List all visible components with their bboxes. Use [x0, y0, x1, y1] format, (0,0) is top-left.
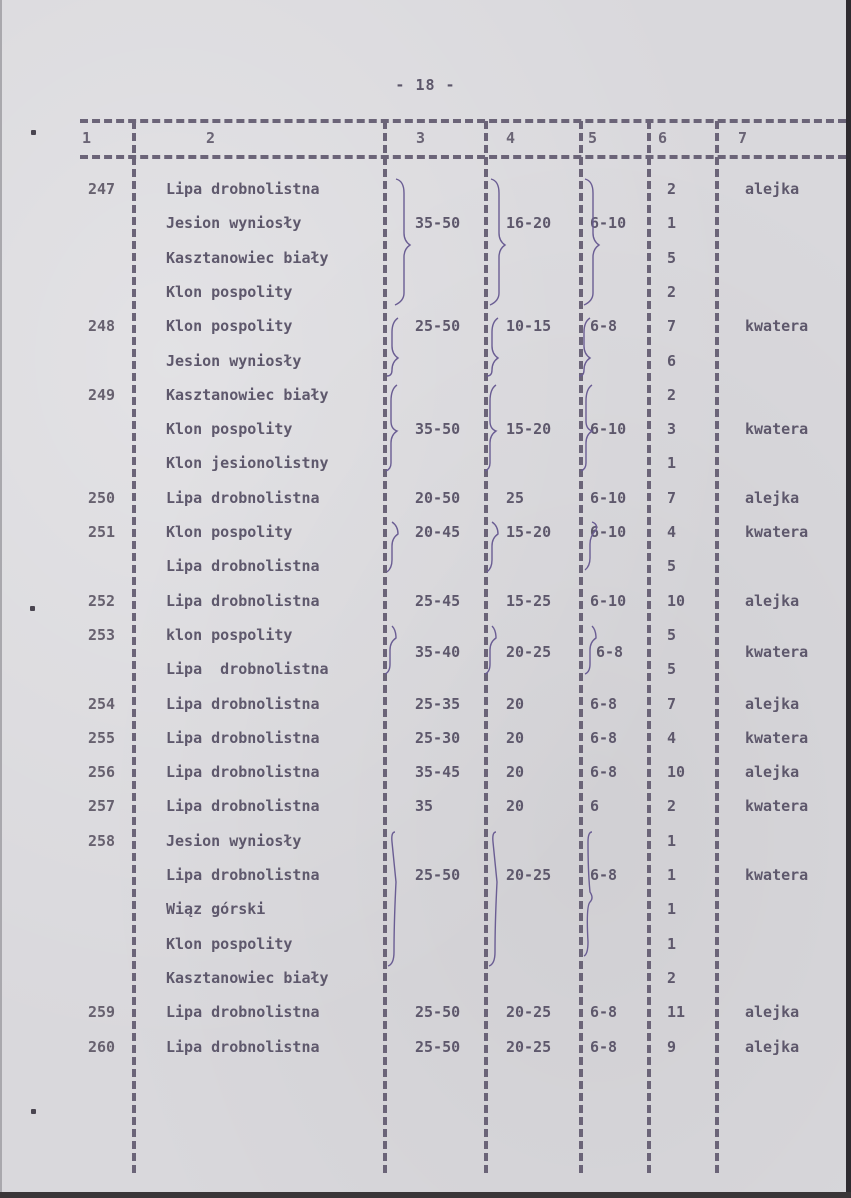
row-number: 257 [88, 797, 116, 815]
crown-value: 6-8 [596, 643, 624, 661]
diameter-value: 25-35 [415, 695, 461, 713]
crown-value: 6 [590, 797, 600, 815]
diameter-value: 20-45 [415, 523, 461, 541]
page-number: - 18 - [395, 76, 456, 94]
location-type: kwatera [745, 317, 809, 335]
tree-count: 11 [667, 1003, 686, 1021]
column-header-4: 4 [506, 129, 516, 147]
diameter-value: 35-50 [415, 214, 461, 232]
location-type: alejka [745, 695, 800, 713]
tree-count: 7 [667, 489, 677, 507]
crown-value: 6-8 [590, 1038, 618, 1056]
height-value: 20-25 [506, 866, 552, 884]
species-name: Lipa drobnolistna [166, 660, 329, 678]
species-name: Lipa drobnolistna [166, 1003, 320, 1021]
row-number: 251 [88, 523, 116, 541]
tree-count: 1 [667, 900, 677, 918]
row-number: 253 [88, 626, 116, 644]
species-name: Kasztanowiec biały [166, 969, 329, 987]
location-type: kwatera [745, 729, 809, 747]
crown-value: 6-10 [590, 592, 627, 610]
tree-count: 2 [667, 180, 677, 198]
tree-count: 10 [667, 763, 686, 781]
row-number: 255 [88, 729, 116, 747]
tree-count: 5 [667, 626, 677, 644]
height-value: 15-25 [506, 592, 552, 610]
tree-count: 2 [667, 283, 677, 301]
height-value: 20 [506, 797, 525, 815]
row-number: 254 [88, 695, 116, 713]
tree-count: 10 [667, 592, 686, 610]
row-number: 256 [88, 763, 116, 781]
location-type: alejka [745, 180, 800, 198]
diameter-value: 35-50 [415, 420, 461, 438]
crown-value: 6-8 [590, 317, 618, 335]
height-value: 15-20 [506, 523, 552, 541]
height-value: 25 [506, 489, 525, 507]
crown-value: 6-8 [590, 763, 618, 781]
tree-count: 4 [667, 523, 677, 541]
tree-count: 1 [667, 454, 677, 472]
species-name: Lipa drobnolistna [166, 797, 320, 815]
species-name: Klon jesionolistny [166, 454, 329, 472]
species-name: Lipa drobnolistna [166, 729, 320, 747]
column-header-6: 6 [658, 129, 668, 147]
tree-count: 4 [667, 729, 677, 747]
species-name: Klon pospolity [166, 317, 293, 335]
row-number: 250 [88, 489, 116, 507]
species-name: Kasztanowiec biały [166, 249, 329, 267]
tree-count: 1 [667, 214, 677, 232]
species-name: Jesion wyniosły [166, 832, 302, 850]
tree-count: 2 [667, 797, 677, 815]
location-type: alejka [745, 1003, 800, 1021]
species-name: Klon pospolity [166, 283, 293, 301]
location-type: alejka [745, 489, 800, 507]
location-type: kwatera [745, 643, 809, 661]
tree-count: 5 [667, 557, 677, 575]
location-type: alejka [745, 592, 800, 610]
species-name: Kasztanowiec biały [166, 386, 329, 404]
species-name: Lipa drobnolistna [166, 592, 320, 610]
diameter-value: 25-50 [415, 866, 461, 884]
column-header-3: 3 [416, 129, 426, 147]
crown-value: 6-10 [590, 523, 627, 541]
row-number: 258 [88, 832, 116, 850]
crown-value: 6-8 [590, 866, 618, 884]
location-type: kwatera [745, 523, 809, 541]
crown-value: 6-8 [590, 729, 618, 747]
tree-count: 2 [667, 386, 677, 404]
tree-count: 7 [667, 695, 677, 713]
tree-count: 9 [667, 1038, 677, 1056]
species-name: Jesion wyniosły [166, 352, 302, 370]
species-name: Klon pospolity [166, 420, 293, 438]
crown-value: 6-10 [590, 489, 627, 507]
height-value: 10-15 [506, 317, 552, 335]
diameter-value: 35 [415, 797, 434, 815]
diameter-value: 25-50 [415, 317, 461, 335]
column-header-2: 2 [206, 129, 216, 147]
height-value: 20 [506, 763, 525, 781]
tree-count: 1 [667, 832, 677, 850]
species-name: Lipa drobnolistna [166, 1038, 320, 1056]
diameter-value: 25-50 [415, 1003, 461, 1021]
species-name: Lipa drobnolistna [166, 763, 320, 781]
row-number: 259 [88, 1003, 116, 1021]
species-name: Wiąz górski [166, 900, 266, 918]
row-number: 248 [88, 317, 116, 335]
tree-count: 3 [667, 420, 677, 438]
diameter-value: 35-40 [415, 643, 461, 661]
row-number: 249 [88, 386, 116, 404]
column-header-5: 5 [588, 129, 598, 147]
species-name: Lipa drobnolistna [166, 180, 320, 198]
species-name: Lipa drobnolistna [166, 557, 320, 575]
location-type: kwatera [745, 866, 809, 884]
height-value: 20-25 [506, 643, 552, 661]
diameter-value: 35-45 [415, 763, 461, 781]
tree-count: 6 [667, 352, 677, 370]
species-name: Lipa drobnolistna [166, 866, 320, 884]
location-type: alejka [745, 1038, 800, 1056]
height-value: 20-25 [506, 1038, 552, 1056]
crown-value: 6-10 [590, 420, 627, 438]
species-name: klon pospolity [166, 626, 293, 644]
species-name: Lipa drobnolistna [166, 695, 320, 713]
height-value: 20 [506, 695, 525, 713]
crown-value: 6-8 [590, 1003, 618, 1021]
crown-value: 6-8 [590, 695, 618, 713]
tree-count: 5 [667, 660, 677, 678]
diameter-value: 25-30 [415, 729, 461, 747]
diameter-value: 20-50 [415, 489, 461, 507]
column-header-1: 1 [82, 129, 92, 147]
row-number: 260 [88, 1038, 116, 1056]
tree-count: 1 [667, 935, 677, 953]
height-value: 20-25 [506, 1003, 552, 1021]
column-header-7: 7 [738, 129, 748, 147]
tree-count: 2 [667, 969, 677, 987]
diameter-value: 25-50 [415, 1038, 461, 1056]
tree-count: 5 [667, 249, 677, 267]
row-number: 247 [88, 180, 116, 198]
tree-count: 1 [667, 866, 677, 884]
species-name: Lipa drobnolistna [166, 489, 320, 507]
diameter-value: 25-45 [415, 592, 461, 610]
location-type: kwatera [745, 420, 809, 438]
height-value: 20 [506, 729, 525, 747]
species-name: Klon pospolity [166, 523, 293, 541]
species-name: Jesion wyniosły [166, 214, 302, 232]
tree-count: 7 [667, 317, 677, 335]
height-value: 16-20 [506, 214, 552, 232]
species-name: Klon pospolity [166, 935, 293, 953]
height-value: 15-20 [506, 420, 552, 438]
row-number: 252 [88, 592, 116, 610]
crown-value: 6-10 [590, 214, 627, 232]
location-type: alejka [745, 763, 800, 781]
location-type: kwatera [745, 797, 809, 815]
